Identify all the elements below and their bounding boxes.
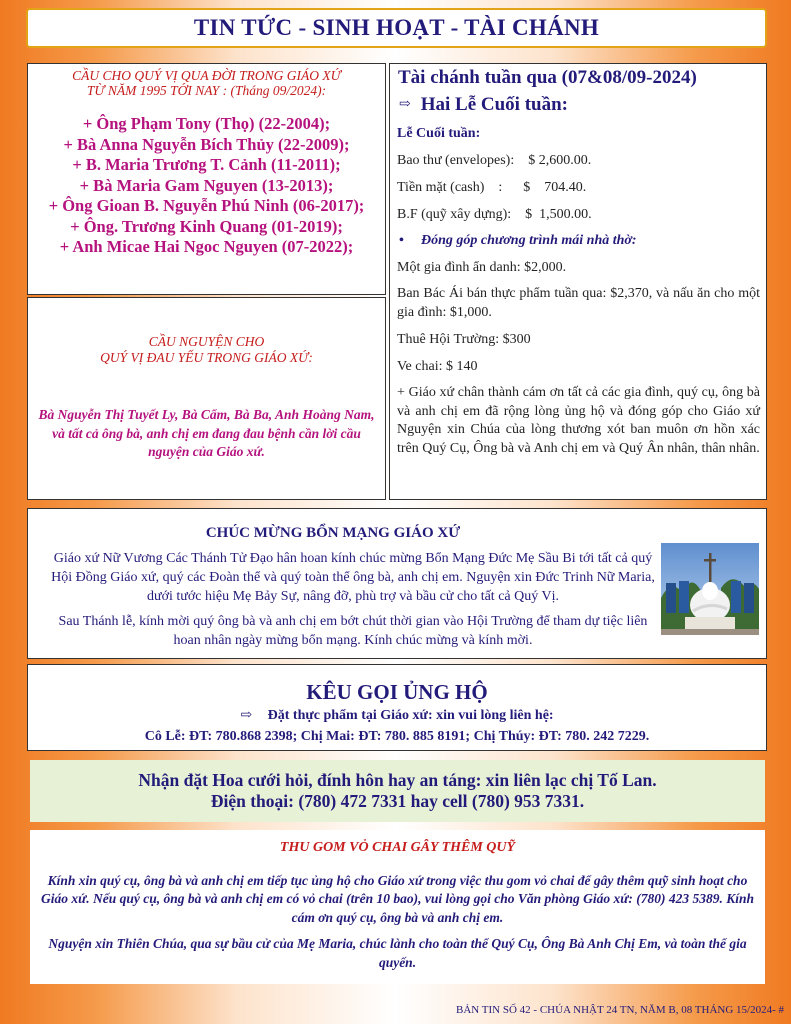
appeal-box	[27, 664, 767, 751]
hall-rental: Thuê Hội Trường: $300	[397, 332, 531, 347]
list-item: + Ông Gioan B. Nguyễn Phú Ninh (06-2017);	[48, 196, 365, 215]
deceased-title: CẦU CHO QUÝ VỊ QUA ĐỜI TRONG GIÁO XỨ TỪ NĂM 1995 TỚI NAY : (Tháng 09/2024):	[72, 68, 341, 98]
feast-paragraph: Giáo xứ Nữ Vương Các Thánh Tử Đạo hân hoan kính chúc mừng Bổn Mạng Đức Mẹ Sầu Bi tới tất cả quý Hội Đồng Giáo xứ, quý các Đoàn thể và quý toàn thể ông bà, anh chị em. Nguyện xin Đức Trinh Nữ Maria, dưới tước hiệu Mẹ Bảy Sự, nâng đỡ, phù trợ và bầu cử cho tất cả Quý Vị.	[51, 551, 655, 604]
list-item: + Bà Anna Nguyễn Bích Thủy (22-2009);	[63, 134, 350, 154]
bottle-drive-paragraph: Kính xin quý cụ, ông bà và anh chị em tiếp tục ủng hộ cho Giáo xứ trong việc thu gom vỏ chai để gây thêm quỹ sinh hoạt cho Giáo xứ. Nếu quý cụ, ông bà và anh chị em có vỏ chai (trên 10 bao), vui lòng gọi cho Văn phòng Giáo xứ: (780) 423 5389. Kính cám ơn quý cụ, ông bà và anh chị em.	[41, 872, 754, 925]
blessing-paragraph: Nguyện xin Thiên Chúa, qua sự bầu cử của Mẹ Maria, chúc lành cho toàn thể Quý Cụ, Ông Bà Anh Chị Em, và toàn thể gia quyến.	[48, 936, 747, 970]
weekend-mass-label: Lễ Cuối tuần:	[397, 126, 481, 141]
finance-subtitle: ⇨ Hai Lễ Cuối tuần:	[399, 94, 569, 115]
envelopes-amount: Bao thư (envelopes): $ 2,600.00.	[397, 153, 592, 168]
bottle-income: Ve chai: $ 140	[397, 359, 478, 374]
flowers-phone: Điện thoại: (780) 472 7331 hay cell (780) 953 7331.	[210, 791, 585, 811]
sick-names: Bà Nguyễn Thị Tuyết Ly, Bà Cẩm, Bà Ba, Anh Hoàng Nam, và tất cả ông bà, anh chị em đang đau bệnh cần lời cầu nguyện của Giáo xứ.	[38, 407, 375, 459]
thanks-note: + Giáo xứ chân thành cám ơn tất cả các gia đình, quý cụ, ông bà và anh chị em đã rộng lòng ủng hộ và đóng góp cho Giáo xứ Nguyện xin Chúa của lòng thương xót ban muôn ơn hồn xác trên Quý Cụ, Ông bà và Anh chị em và Quý Ân nhân, thân nhân.	[397, 385, 760, 456]
list-item: + Ông Phạm Tony (Thọ) (22-2004);	[82, 114, 331, 133]
list-item: + B. Maria Trương T. Cảnh (11-2011);	[72, 155, 341, 174]
cash-amount: Tiền mặt (cash) : $ 704.40.	[397, 180, 587, 195]
page-footer: BẢN TIN SỐ 42 - CHÚA NHẬT 24 TN, NĂM B, 08 THÁNG 15/2024- #	[456, 1004, 784, 1016]
page-header	[26, 8, 767, 48]
finance-title: Tài chánh tuần qua (07&08/09-2024)	[398, 67, 697, 88]
building-fund-amount: B.F (quỹ xây dựng): $ 1,500.00.	[397, 207, 592, 222]
flowers-notice	[30, 760, 765, 822]
bullet-icon: •	[399, 233, 404, 248]
list-item: + Anh Micae Hai Ngoc Nguyen (07-2022);	[59, 237, 354, 256]
page-title: TIN TỨC - SINH HOẠT - TÀI CHÁNH	[193, 15, 600, 40]
deceased-prayer-box	[27, 63, 386, 295]
appeal-subtitle: ⇨ Đặt thực phẩm tại Giáo xứ: xin vui lòng liên hệ:	[240, 708, 554, 723]
finance-box	[389, 63, 767, 500]
bottle-drive-title: THU GOM VỎ CHAI GÂY THÊM QUỸ	[279, 840, 516, 855]
patron-feast-box	[27, 508, 767, 659]
appeal-title: KÊU GỌI ỦNG HỘ	[306, 680, 488, 704]
deceased-list	[34, 114, 379, 258]
appeal-contacts: Cô Lễ: ĐT: 780.868 2398; Chị Mai: ĐT: 780. 885 8191; Chị Thúy: ĐT: 780. 242 7229.	[144, 729, 650, 744]
list-item: + Ông. Trương Kinh Quang (01-2019);	[70, 216, 343, 236]
sick-title: CẦU NGUYỆN CHO QUÝ VỊ ĐAU YẾU TRONG GIÁO XỨ:	[100, 334, 313, 365]
feast-paragraph: Sau Thánh lễ, kính mời quý ông bà và anh chị em bớt chút thời gian vào Hội Trường để tham dự tiệc liên hoan nhân ngày mừng bổn mạng. Kính chúc mừng và kính mời.	[58, 614, 648, 648]
list-item: + Bà Maria Gam Nguyen (13-2013);	[79, 175, 334, 195]
pieta-statue-image	[661, 543, 759, 635]
anonymous-donation: Một gia đình ẩn danh: $2,000.	[397, 260, 567, 275]
feast-title: CHÚC MỪNG BỔN MẠNG GIÁO XỨ	[205, 525, 461, 541]
bottle-drive-box	[30, 830, 765, 984]
roof-contribution-heading: • Đóng góp chương trình mái nhà thờ:	[399, 233, 637, 248]
flowers-line: Nhận đặt Hoa cưới hỏi, đính hôn hay an táng: xin liên lạc chị Tố Lan.	[138, 770, 657, 790]
sick-prayer-box	[27, 297, 386, 500]
arrow-right-icon: ⇨	[240, 708, 253, 723]
feast-text	[46, 549, 660, 650]
arrow-right-icon: ⇨	[399, 97, 411, 112]
charity-sales: Ban Bác Ái bán thực phẩm tuần qua: $2,370, và nấu ăn cho một gia đình: $1,000.	[397, 286, 760, 320]
